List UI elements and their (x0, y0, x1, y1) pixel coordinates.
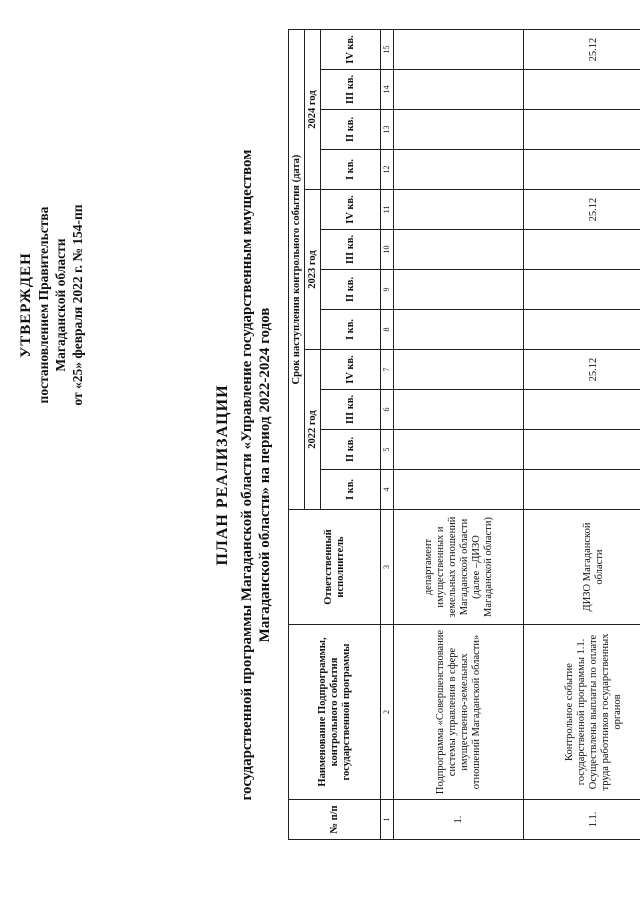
column-number: 3 (381, 510, 394, 625)
header-quarter: III кв. (321, 390, 381, 430)
column-number: 14 (381, 70, 394, 110)
rotated-page (18, 25, 623, 895)
row-quarter-cell (394, 470, 524, 510)
approval-line-1: постановлением Правительства (36, 206, 51, 404)
column-number: 6 (381, 390, 394, 430)
header-quarter: I кв. (321, 470, 381, 510)
header-quarter: III кв. (321, 230, 381, 270)
column-number: 5 (381, 430, 394, 470)
header-deadline: Срок наступления контрольного события (дата) (289, 30, 305, 510)
row-quarter-cell (524, 150, 640, 190)
row-num: 1.1. (524, 800, 640, 840)
table-row (394, 30, 524, 840)
header-executor: Ответственный исполнитель (289, 510, 381, 625)
approval-line-2: Магаданской области (53, 238, 68, 372)
column-number: 13 (381, 110, 394, 150)
header-quarter: IV кв. (321, 190, 381, 230)
row-name: Подпрограмма «Совершенствование системы управления в сфере имущественно-земельных отношений Магаданской области» (394, 625, 524, 800)
implementation-plan-table (288, 29, 640, 840)
column-number: 15 (381, 30, 394, 70)
column-number: 2 (381, 625, 394, 800)
row-quarter-cell: 25.12 (524, 350, 640, 390)
row-quarter-cell (394, 150, 524, 190)
row-quarter-cell (394, 350, 524, 390)
row-quarter-cell (394, 110, 524, 150)
row-quarter-cell: 25.12 (524, 190, 640, 230)
row-quarter-cell (524, 470, 640, 510)
row-quarter-cell (394, 190, 524, 230)
row-quarter-cell (394, 430, 524, 470)
row-num: 1. (394, 800, 524, 840)
approval-block (18, 95, 86, 515)
document-subtitle-line-1: государственной программы Магаданской области «Управление государственным имуществом (239, 149, 255, 801)
row-quarter-cell (524, 430, 640, 470)
approval-line-3: от «25» февраля 2022 г. № 154-пп (70, 204, 85, 406)
row-quarter-cell (524, 70, 640, 110)
header-quarter: I кв. (321, 150, 381, 190)
column-number: 4 (381, 470, 394, 510)
column-number: 12 (381, 150, 394, 190)
row-executor: департамент имущественных и земельных отношений Магаданской области (далее –ДИЗО Магаданской области) (394, 510, 524, 625)
document-title: ПЛАН РЕАЛИЗАЦИИ (214, 384, 231, 566)
row-quarter-cell (524, 110, 640, 150)
header-quarter: III кв. (321, 70, 381, 110)
header-year-2024: 2024 год (305, 30, 321, 190)
header-quarter: II кв. (321, 270, 381, 310)
column-number: 11 (381, 190, 394, 230)
table-row (524, 30, 640, 840)
row-quarter-cell (524, 270, 640, 310)
row-executor: ДИЗО Магаданской области (524, 510, 640, 625)
column-number: 10 (381, 230, 394, 270)
row-quarter-cell: 25.12 (524, 30, 640, 70)
row-quarter-cell (394, 70, 524, 110)
header-quarter: I кв. (321, 310, 381, 350)
row-quarter-cell (394, 30, 524, 70)
header-year-2023: 2023 год (305, 190, 321, 350)
row-quarter-cell (394, 310, 524, 350)
row-quarter-cell (394, 230, 524, 270)
header-quarter: II кв. (321, 110, 381, 150)
document-subtitle-line-2: Магаданской области» на период 2022-2024 годов (257, 307, 273, 643)
column-number: 1 (381, 800, 394, 840)
row-quarter-cell (524, 310, 640, 350)
column-number-row (381, 30, 394, 840)
row-quarter-cell (524, 230, 640, 270)
column-number: 9 (381, 270, 394, 310)
header-num: № п/п (289, 800, 381, 840)
row-name: Контрольное событие государственной программы 1.1. Осуществлены выплаты по оплате труда работников государственных органов (524, 625, 640, 800)
row-quarter-cell (394, 390, 524, 430)
column-number: 7 (381, 350, 394, 390)
header-quarter: IV кв. (321, 30, 381, 70)
row-quarter-cell (394, 270, 524, 310)
approval-title: УТВЕРЖДЕН (18, 252, 34, 358)
header-name: Наименование Подпрограммы, контрольного события государственной программы (289, 625, 381, 800)
header-year-2022: 2022 год (305, 350, 321, 510)
column-number: 8 (381, 310, 394, 350)
header-quarter: IV кв. (321, 350, 381, 390)
row-quarter-cell (524, 390, 640, 430)
header-quarter: II кв. (321, 430, 381, 470)
